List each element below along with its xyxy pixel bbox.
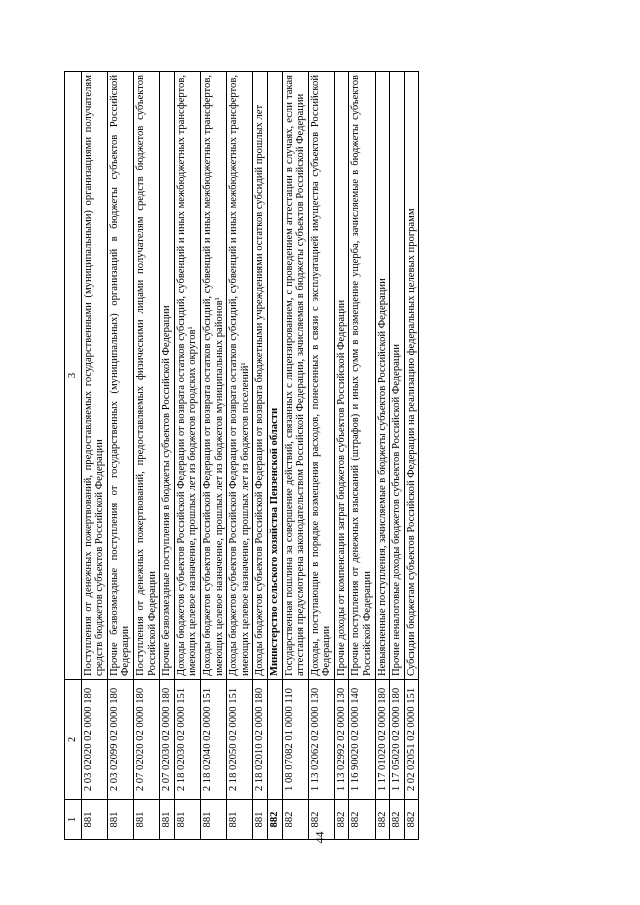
header-col-2: 2 [65, 680, 82, 800]
table-row [227, 72, 253, 840]
description-cell: Прочие безвозмездные поступления в бюджеты субъектов Российской Федерации [160, 72, 175, 680]
description-cell: Министерство сельского хозяйства Пензенской области [267, 72, 282, 680]
description-cell: Прочие безвозмездные поступления от государственных (муниципальных) организаций в бюджеты субъектов Российской Федерации [107, 72, 133, 680]
revenue-code-cell: 1 17 01020 02 0000 180 [375, 680, 390, 800]
revenue-code-cell: 2 18 02040 02 0000 151 [200, 680, 226, 800]
revenue-code-cell: 1 08 07082 01 0000 110 [282, 680, 308, 800]
table-row [107, 72, 133, 840]
description-cell: Доходы, поступающие в порядке возмещения расходов, понесенных в связи с эксплуатацией имущества субъектов Российской Федерации [308, 72, 334, 680]
admin-code-cell: 882 [334, 800, 349, 840]
admin-code-cell: 881 [160, 800, 175, 840]
revenue-code-cell: 2 03 02020 02 0000 180 [81, 680, 107, 800]
revenue-codes-table [64, 71, 419, 840]
admin-code-cell: 882 [375, 800, 390, 840]
description-cell: Государственная пошлина за совершение действий, связанных с лицензированием, с проведением аттестации в случаях, если такая аттестация предусмотрена законодательством Российской Федерации, зачисляемая в бюджеты субъектов Российской Федерации [282, 72, 308, 680]
header-col-1: 1 [65, 800, 82, 840]
table-row [200, 72, 226, 840]
admin-code-cell: 881 [174, 800, 200, 840]
admin-code-cell: 882 [404, 800, 419, 840]
admin-code-cell: 881 [107, 800, 133, 840]
description-cell: Доходы бюджетов субъектов Российской Федерации от возврата остатков субсидий, субвенций и иных межбюджетных трансфертов, имеющих целевое назначение, прошлых лет из бюджетов городских округов¹ [174, 72, 200, 680]
revenue-code-cell: 1 13 02992 02 0000 130 [334, 680, 349, 800]
description-cell: Доходы бюджетов субъектов Российской Федерации от возврата бюджетными учреждениями остатков субсидий прошлых лет [253, 72, 268, 680]
header-col-3: 3 [65, 72, 82, 680]
revenue-code-cell: 2 18 02050 02 0000 151 [227, 680, 253, 800]
revenue-code-cell: 1 13 02062 02 0000 130 [308, 680, 334, 800]
admin-code-cell: 882 [349, 800, 375, 840]
table-row [81, 72, 107, 840]
table-row [308, 72, 334, 840]
revenue-code-cell: 2 07 02020 02 0000 180 [133, 680, 159, 800]
admin-code-cell: 882 [282, 800, 308, 840]
table-row [133, 72, 159, 840]
description-cell: Доходы бюджетов субъектов Российской Федерации от возврата остатков субсидий, субвенций и иных межбюджетных трансфертов, имеющих целевое назначение, прошлых лет из бюджетов муниципальных районов¹ [200, 72, 226, 680]
admin-code-cell: 881 [200, 800, 226, 840]
description-cell: Прочие поступления от денежных взысканий (штрафов) и иных сумм в возмещение ущерба, зачисляемые в бюджеты субъектов Российской Федерации [349, 72, 375, 680]
revenue-code-cell [267, 680, 282, 800]
table-header-row [65, 72, 82, 840]
description-cell: Прочие доходы от компенсации затрат бюджетов субъектов Российской Федерации [334, 72, 349, 680]
description-cell: Невыясненные поступления, зачисляемые в бюджеты субъектов Российской Федерации [375, 72, 390, 680]
admin-code-cell: 881 [227, 800, 253, 840]
admin-code-cell: 882 [390, 800, 405, 840]
table-body [81, 72, 419, 840]
table-row [390, 72, 405, 840]
revenue-code-cell: 2 07 02030 02 0000 180 [160, 680, 175, 800]
admin-code-cell: 882 [308, 800, 334, 840]
description-cell: Поступления от денежных пожертвований, предоставляемых физическими лицами получателям средств бюджетов субъектов Российской Федерации [133, 72, 159, 680]
table-row [404, 72, 419, 840]
admin-code-cell: 881 [81, 800, 107, 840]
description-cell: Субсидии бюджетам субъектов Российской Федерации на реализацию федеральных целевых программ [404, 72, 419, 680]
admin-code-cell: 881 [253, 800, 268, 840]
page-number: 44 [312, 831, 327, 844]
revenue-code-cell: 1 17 05020 02 0000 180 [390, 680, 405, 800]
table-row [334, 72, 349, 840]
admin-code-cell: 882 [267, 800, 282, 840]
revenue-code-cell: 1 16 90020 02 0000 140 [349, 680, 375, 800]
description-cell: Прочие неналоговые доходы бюджетов субъектов Российской Федерации [390, 72, 405, 680]
description-cell: Поступления от денежных пожертвований, предоставляемых государственными (муниципальными) организациями получателям средств бюджетов субъектов Российской Федерации [81, 72, 107, 680]
description-cell: Доходы бюджетов субъектов Российской Федерации от возврата остатков субсидий, субвенций и иных межбюджетных трансфертов, имеющих целевое назначение, прошлых лет из бюджетов поселений¹ [227, 72, 253, 680]
table-row [253, 72, 268, 840]
table-row [375, 72, 390, 840]
revenue-code-cell: 2 18 02030 02 0000 151 [174, 680, 200, 800]
revenue-code-cell: 2 18 02010 02 0000 180 [253, 680, 268, 800]
table-row [282, 72, 308, 840]
table-row [174, 72, 200, 840]
table-row [349, 72, 375, 840]
table-row [160, 72, 175, 840]
revenue-code-cell: 2 02 02051 02 0000 151 [404, 680, 419, 800]
revenue-code-cell: 2 03 02099 02 0000 180 [107, 680, 133, 800]
revenue-codes-table-page [64, 72, 592, 840]
admin-code-cell: 881 [133, 800, 159, 840]
table-section-row [267, 72, 282, 840]
